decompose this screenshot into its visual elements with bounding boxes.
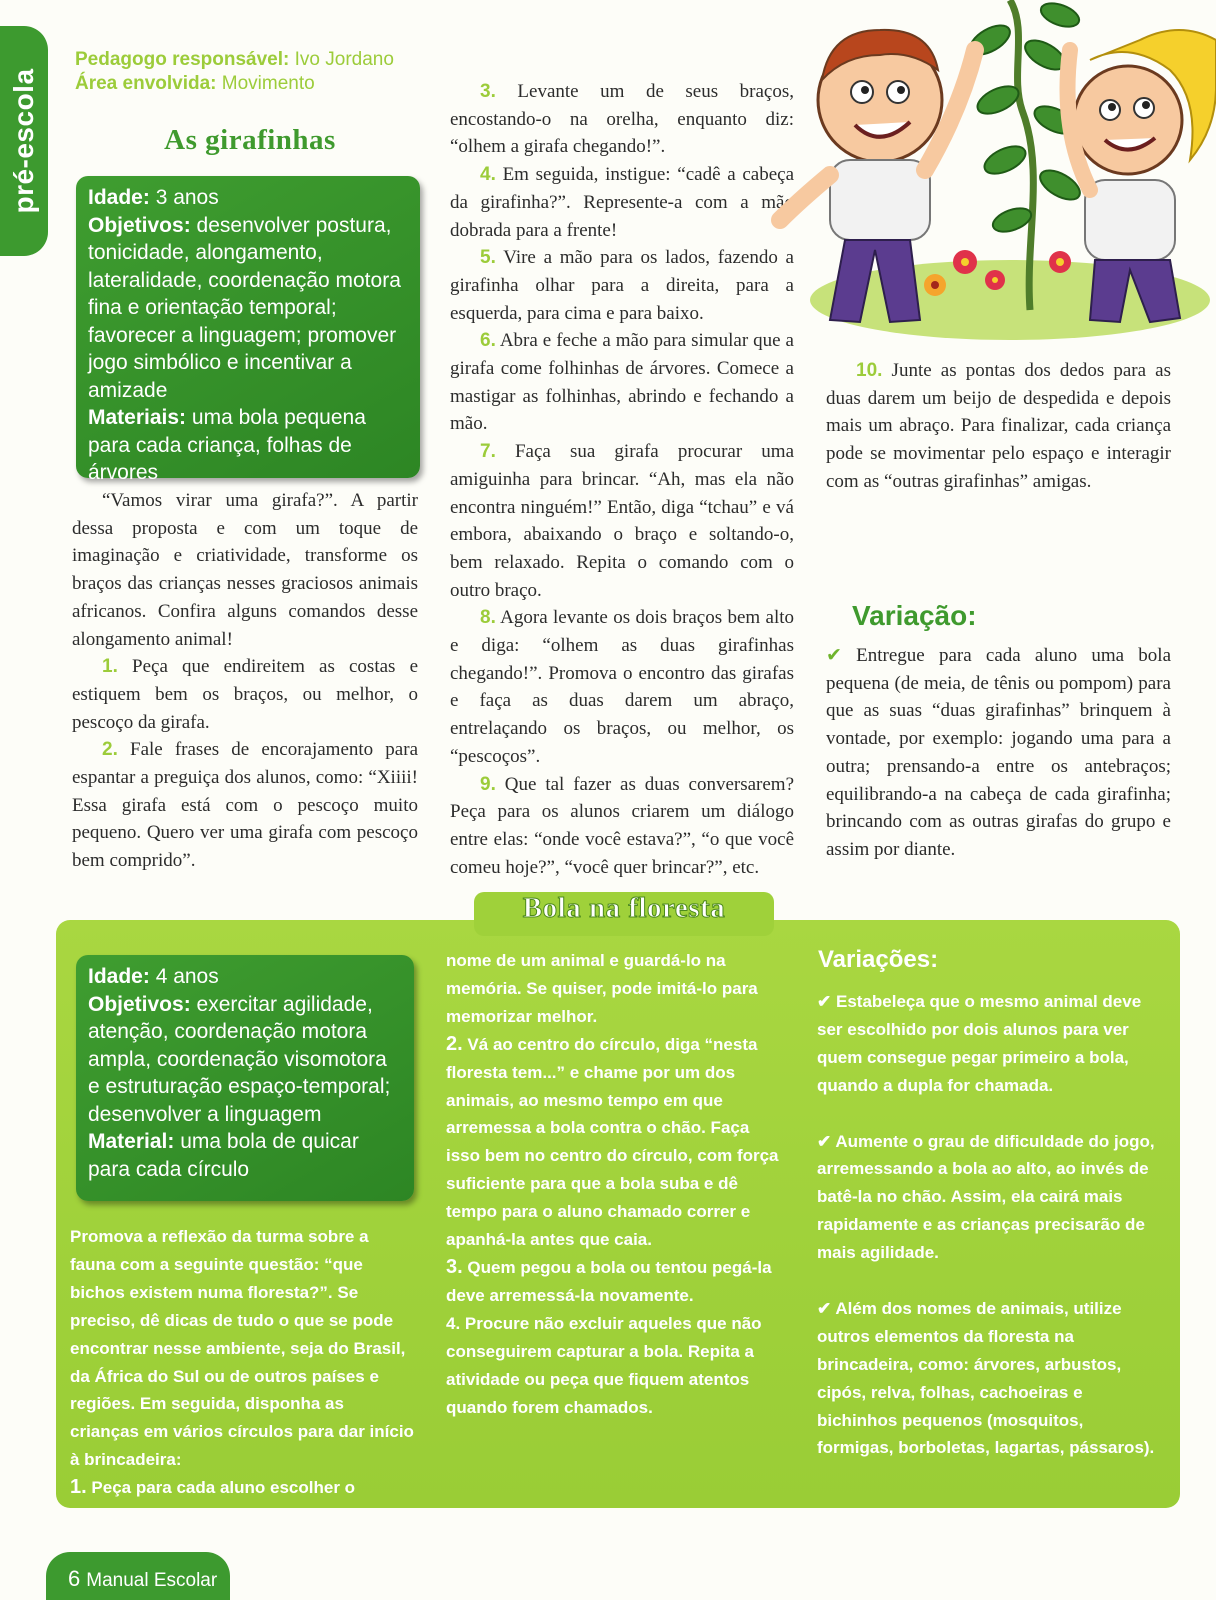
variacao-title: Variação: [852, 600, 977, 631]
checkmark-icon: ✔ [817, 992, 832, 1011]
pedagogo-label: Pedagogo responsável: [75, 49, 290, 70]
step-3: 3. Levante um de seus braços, encostando-o na orelha, enquanto diz: “olhem a girafa chegando!”. [450, 81, 794, 158]
materiais-value: uma bola pequena para cada criança, folhas de árvores [88, 406, 366, 484]
material-value: uma bola de quicar para cada círculo [88, 1130, 359, 1181]
objetivos-value: exercitar agilidade, atenção, coordenação motora ampla, coordenação visomotora e estruturação espaço-temporal; desenvolver a linguagem [88, 992, 391, 1126]
activity2-info-box [76, 955, 414, 1201]
activity1-info-box [76, 176, 420, 484]
variacao-item: ✔ Além dos nomes de animais, utilize outros elementos da floresta na brincadeira, como: árvores, arbustos, cipós, relva, folhas, cachoeiras e bichinhos pequenos (mosquitos, formigas, borboletas, lagartas, pássaros). [817, 1298, 1155, 1458]
children-plant-illustration [760, 0, 1216, 345]
materiais-label: Materiais: [88, 406, 187, 429]
pedagogo-value: Ivo Jordano [294, 49, 394, 70]
variacao-text: ✔ Entregue para cada aluno uma bola pequena (de meia, de tênis ou pompom) para que as suas “duas girafinhas” brinquem à vontade, por exemplo: jogando uma para a outra; prensando-a entre os antebraços; equilibrando-a na cabeça de cada girafinha; brincando com as outras girafas do grupo e assim por diante. [826, 644, 1171, 860]
publication-name: Manual Escolar [86, 1570, 218, 1591]
activity2-step-2: 2. Vá ao centro do círculo, diga “nesta floresta tem...” e chame por um dos animais, ao mesmo tempo em que arremessa a bola contra o chão. Faça isso bem no centro do círculo, com força suficiente para que a bola suba e dê tempo para o aluno chamado correr e apanhá-la antes que caia. [446, 1032, 779, 1250]
activity2-column-1 [70, 1223, 415, 1502]
step-2: 2. Fale frases de encorajamento para espantar a preguiça dos alunos, como: “Xiiii! Essa girafa está com o pescoço muito pequeno. Quero ver uma girafa com pescoço bem comprido”. [72, 739, 419, 872]
idade-value: 3 anos [155, 186, 219, 209]
material-label: Material: [88, 1130, 175, 1153]
step-5: 5. Vire a mão para os lados, fazendo a girafinha olhar para a direita, para a esquerda, para cima e para baixo. [450, 247, 794, 324]
activity1-column-2 [450, 24, 794, 881]
step-4: 4. Em seguida, instigue: “cadê a cabeça da girafinha?”. Represente-a com a mão dobrada para a frente! [450, 164, 794, 241]
idade-label: Idade: [88, 965, 150, 988]
area-label: Área envolvida: [75, 73, 217, 94]
step-7: 7. Faça sua girafa procurar uma amiguinha para brincar. “Ah, mas ela não encontra ninguém!” Então, diga “tchau” e vá embora, abaixando o braço e soltando-o, bem relaxado. Repita o comando com o outro braço. [450, 441, 794, 601]
checkmark-icon: ✔ [817, 1298, 832, 1318]
byline [75, 48, 435, 96]
step-6: 6. Abra e feche a mão para simular que a girafa come folhinhas de árvores. Comece a mastigar as folhinhas, abrindo e fechando a mão. [450, 330, 794, 435]
activity2-intro: Promova a reflexão da turma sobre a fauna com a seguinte questão: “que bichos existem numa floresta?”. Se preciso, dê dicas de tudo o que se pode encontrar nesse ambiente, seja do Brasil, da África do Sul ou de outros países e regiões. Em seguida, disponha as crianças em vários círculos para dar início à brincadeira: [70, 1227, 414, 1470]
activity1-title: As girafinhas [164, 124, 336, 156]
activity2-step-1-cont: nome de um animal e guardá-lo na memória. Se quiser, pode imitá-lo para memorizar melhor. [446, 951, 758, 1026]
activity2-step-4: 4. Procure não excluir aqueles que não conseguirem capturar a bola. Repita a atividade ou peça que fiquem atentos quando forem chamados. [446, 1313, 762, 1417]
page-footer [46, 1552, 230, 1600]
variacoes-title: Variações: [818, 946, 939, 973]
section-tab [0, 26, 48, 256]
section-tab-label: pré-escola [8, 68, 39, 214]
checkmark-icon: ✔ [817, 1131, 832, 1151]
idade-value: 4 anos [155, 965, 219, 988]
area-value: Movimento [221, 73, 315, 94]
step-10: 10. Junte as pontas dos dedos para as duas darem um beijo de despedida e depois mais um abraço. Para finalizar, cada criança pode se movimentar pelo espaço e interagir com as “outras girafinhas” amigas. [826, 360, 1172, 492]
objetivos-label: Objetivos: [88, 213, 191, 237]
idade-label: Idade: [88, 186, 150, 209]
activity1-column-1 [72, 487, 418, 875]
objetivos-value: desenvolver postura, tonicidade, alongamento, lateralidade, coordenação motora fina e orientação temporal; favorecer a linguagem; promover jogo simbólico e incentivar a amizade [88, 213, 401, 402]
activity1-intro: “Vamos virar uma girafa?”. A partir dessa proposta e com um toque de imaginação e criatividade, transforme os braços das crianças nesses graciosos animais africanos. Confira alguns comandos desse alongamento animal! [72, 490, 418, 650]
activity2-step-3: 3. Quem pegou a bola ou tentou pegá-la deve arremessá-la novamente. [446, 1255, 772, 1305]
variacao-item: ✔ Aumente o grau de dificuldade do jogo, arremessando a bola ao alto, ao invés de batê-la no chão. Assim, ela cairá mais rapidamente e as crianças precisarão de mais agilidade. [817, 1131, 1155, 1263]
activity1-column-3 [826, 357, 1171, 496]
activity2-step-1: 1. Peça para cada aluno escolher o [70, 1476, 356, 1499]
activity2-column-2 [446, 947, 786, 1421]
variacao-item: ✔ Estabeleça que o mesmo animal deve ser escolhido por dois alunos para ver quem consegue pegar primeiro a bola, quando a dupla for chamada. [817, 992, 1142, 1095]
step-9: 9. Que tal fazer as duas conversarem? Peça para os alunos criarem um diálogo entre elas: “onde você estava?”, “o que você comeu hoje?”, “você quer brincar?”, etc. [450, 773, 795, 878]
step-1: 1. Peça que endireitem as costas e estiquem bem os braços, ou melhor, o pescoço da girafa. [72, 656, 419, 733]
objetivos-label: Objetivos: [88, 992, 191, 1016]
activity2-title: Bola na floresta [474, 892, 774, 936]
activity2-column-3 [817, 988, 1157, 1462]
checkmark-icon: ✔ [826, 644, 842, 666]
page-number: 6 [68, 1566, 81, 1591]
step-8: 8. Agora levante os dois braços bem alto e diga: “olhem as duas girafinhas chegando!”. Promova o encontro das girafas e faça as duas darem um abraço, entrelaçando os braços, ou melhor, os “pescoços”. [450, 607, 794, 767]
